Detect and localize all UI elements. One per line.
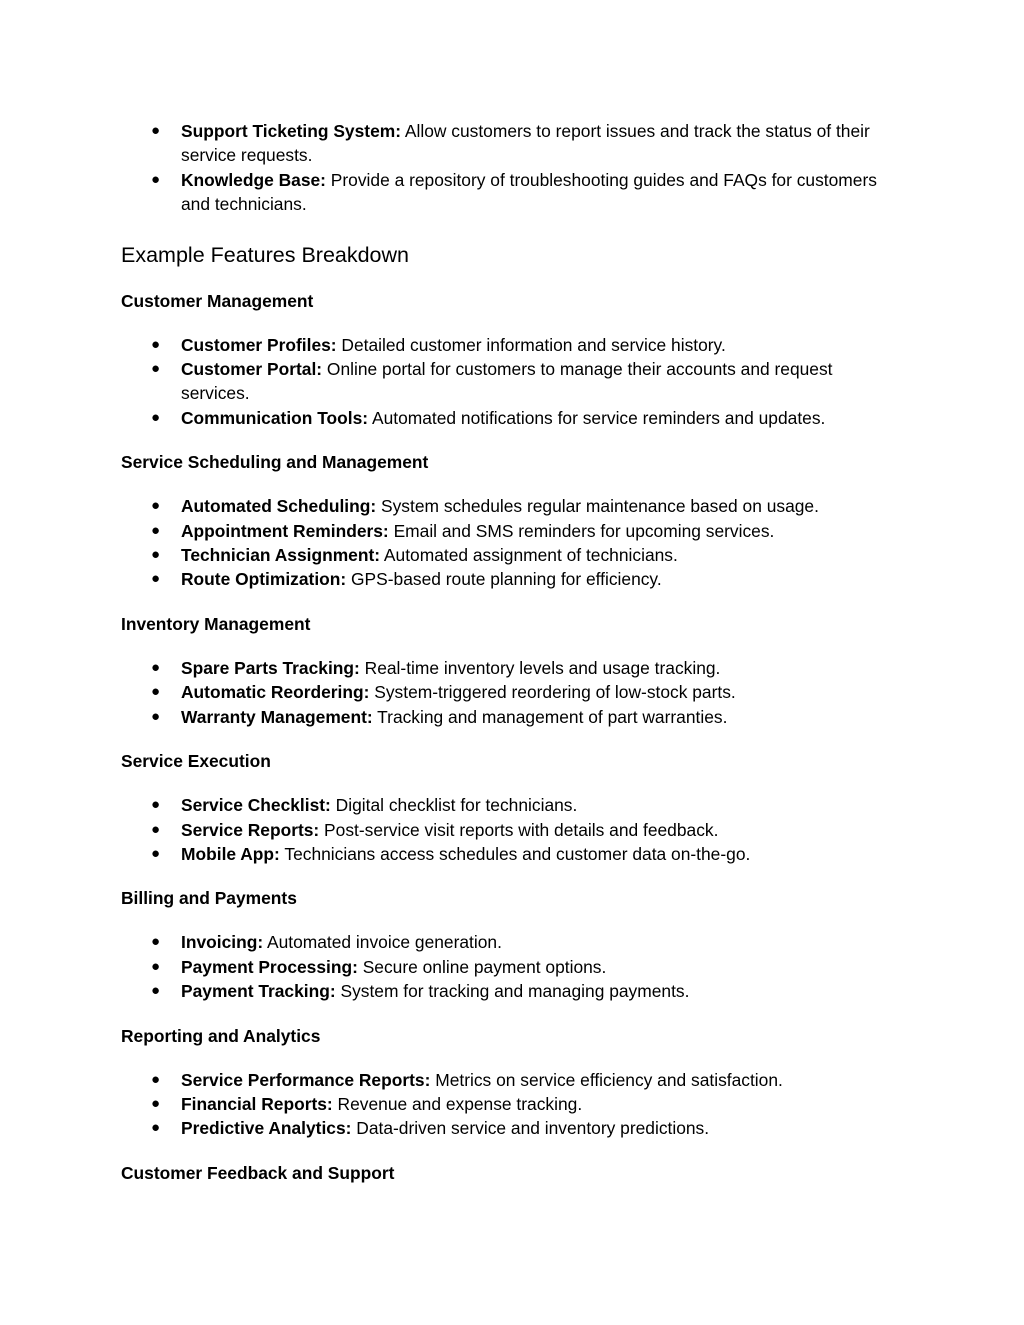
list-item bbox=[121, 705, 901, 729]
list-item bbox=[121, 119, 901, 168]
bullet-icon: ● bbox=[151, 982, 161, 1000]
item-term: Customer Portal: bbox=[181, 359, 323, 380]
list-item bbox=[121, 519, 901, 543]
item-term: Warranty Management: bbox=[181, 706, 373, 727]
item-term: Support Ticketing System: bbox=[181, 121, 401, 141]
list-item bbox=[121, 333, 901, 357]
item-term: Automatic Reordering: bbox=[181, 682, 370, 703]
item-desc: Automated notifications for service reminders and updates. bbox=[368, 407, 826, 428]
item-term: Communication Tools: bbox=[181, 407, 369, 428]
item-term: Customer Profiles: bbox=[181, 334, 337, 355]
bullet-icon: ● bbox=[151, 707, 161, 725]
bullet-icon: ● bbox=[151, 335, 161, 353]
bullet-icon: ● bbox=[151, 170, 161, 188]
bullet-icon: ● bbox=[151, 957, 161, 975]
item-term: Automated Scheduling: bbox=[181, 496, 377, 517]
item-desc: GPS-based route planning for efficiency. bbox=[346, 569, 662, 590]
list-item bbox=[121, 567, 901, 591]
list-item bbox=[121, 168, 901, 217]
list-item bbox=[121, 357, 901, 406]
list-item bbox=[121, 543, 901, 567]
item-term: Spare Parts Tracking: bbox=[181, 657, 360, 678]
bullet-icon: ● bbox=[151, 122, 161, 139]
item-desc: System for tracking and managing payments. bbox=[335, 981, 690, 1002]
list-item bbox=[121, 1068, 901, 1092]
group-list bbox=[121, 656, 901, 729]
group-list bbox=[121, 1068, 901, 1141]
item-desc: Detailed customer information and service history. bbox=[336, 334, 726, 355]
item-desc: Provide a repository of troubleshooting guides and FAQs for customers and technicians. bbox=[181, 169, 877, 215]
group-heading: Customer Management bbox=[121, 290, 314, 311]
bullet-icon: ● bbox=[151, 933, 161, 951]
item-term: Service Checklist: bbox=[181, 795, 331, 816]
bullet-icon: ● bbox=[151, 408, 161, 426]
bullet-icon: ● bbox=[151, 497, 161, 515]
group-list bbox=[121, 930, 901, 1003]
item-term: Route Optimization: bbox=[181, 569, 347, 590]
item-desc: Email and SMS reminders for upcoming services. bbox=[388, 520, 775, 541]
list-item bbox=[121, 930, 901, 954]
group-heading: Billing and Payments bbox=[121, 888, 297, 909]
bullet-icon: ● bbox=[151, 546, 161, 564]
item-term: Service Performance Reports: bbox=[181, 1069, 431, 1090]
group-heading: Customer Feedback and Support bbox=[121, 1162, 395, 1183]
group-list bbox=[121, 333, 901, 431]
item-term: Payment Processing: bbox=[181, 956, 358, 977]
item-term: Mobile App: bbox=[181, 843, 280, 864]
group-list bbox=[121, 494, 901, 592]
group-heading: Inventory Management bbox=[121, 613, 311, 634]
group-heading: Reporting and Analytics bbox=[121, 1025, 321, 1046]
item-term: Technician Assignment: bbox=[181, 545, 381, 566]
bullet-icon: ● bbox=[151, 521, 161, 539]
item-term: Payment Tracking: bbox=[181, 981, 336, 1002]
item-desc: Post-service visit reports with details and feedback. bbox=[319, 819, 719, 840]
item-desc: Metrics on service efficiency and satisfaction. bbox=[430, 1069, 783, 1090]
document-page bbox=[121, 119, 901, 1185]
item-desc: Revenue and expense tracking. bbox=[332, 1093, 583, 1114]
intro-list bbox=[121, 119, 901, 217]
bullet-icon: ● bbox=[151, 658, 161, 676]
group-heading: Service Execution bbox=[121, 751, 271, 772]
item-desc: System schedules regular maintenance based on usage. bbox=[376, 496, 819, 517]
item-term: Predictive Analytics: bbox=[181, 1118, 352, 1139]
item-desc: Secure online payment options. bbox=[357, 956, 607, 977]
item-term: Financial Reports: bbox=[181, 1093, 333, 1114]
bullet-icon: ● bbox=[151, 683, 161, 701]
bullet-icon: ● bbox=[151, 1070, 161, 1088]
list-item bbox=[121, 1092, 901, 1116]
list-item bbox=[121, 406, 901, 430]
item-desc: Tracking and management of part warranties. bbox=[372, 706, 728, 727]
section-title: Example Features Breakdown bbox=[121, 242, 410, 267]
list-item bbox=[121, 656, 901, 680]
item-desc: Allow customers to report issues and track the status of their service requests. bbox=[181, 121, 870, 166]
list-item bbox=[121, 793, 901, 817]
list-item bbox=[121, 1116, 901, 1140]
item-desc: Digital checklist for technicians. bbox=[330, 795, 578, 816]
bullet-icon: ● bbox=[151, 820, 161, 838]
item-desc: Online portal for customers to manage their accounts and request services. bbox=[181, 359, 833, 404]
item-desc: Technicians access schedules and customer data on-the-go. bbox=[279, 843, 751, 864]
list-item bbox=[121, 494, 901, 518]
item-term: Appointment Reminders: bbox=[181, 520, 389, 541]
bullet-icon: ● bbox=[151, 796, 161, 814]
item-term: Knowledge Base: bbox=[181, 169, 326, 190]
bullet-icon: ● bbox=[151, 360, 161, 378]
bullet-icon: ● bbox=[151, 1094, 161, 1112]
item-desc: System-triggered reordering of low-stock parts. bbox=[369, 682, 736, 703]
list-item bbox=[121, 818, 901, 842]
item-desc: Automated assignment of technicians. bbox=[380, 545, 678, 566]
list-item bbox=[121, 979, 901, 1003]
bullet-icon: ● bbox=[151, 570, 161, 588]
item-term: Invoicing: bbox=[181, 932, 264, 953]
item-desc: Real-time inventory levels and usage tracking. bbox=[359, 657, 721, 678]
item-desc: Automated invoice generation. bbox=[263, 932, 502, 953]
bullet-icon: ● bbox=[151, 1119, 161, 1137]
list-item bbox=[121, 842, 901, 866]
list-item bbox=[121, 955, 901, 979]
list-item bbox=[121, 680, 901, 704]
bullet-icon: ● bbox=[151, 844, 161, 862]
item-desc: Data-driven service and inventory predictions. bbox=[351, 1118, 710, 1139]
group-heading: Service Scheduling and Management bbox=[121, 452, 429, 473]
item-term: Service Reports: bbox=[181, 819, 320, 840]
group-list bbox=[121, 793, 901, 866]
